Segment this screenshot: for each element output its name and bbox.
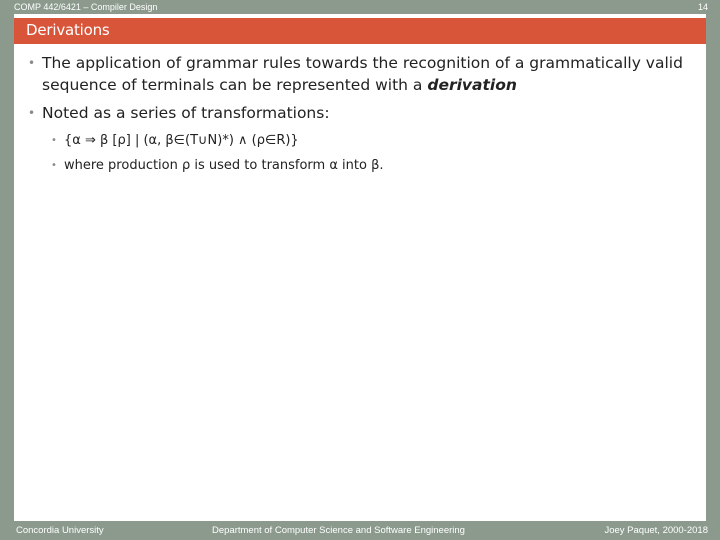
- bullet-dot: •: [28, 106, 36, 120]
- top-bar: [0, 0, 720, 14]
- page-number: 14: [697, 2, 708, 12]
- sub-bullet-text: {α ⇒ β [ρ] | (α, β∈(T∪N)*) ∧ (ρ∈R)}: [64, 133, 299, 148]
- sub-bullet-dot: •: [51, 135, 57, 146]
- sub-bullet-notation: [14, 132, 706, 150]
- footer-department: Department of Computer Science and Software Engineering: [212, 525, 465, 536]
- sub-bullet-dot: •: [51, 160, 57, 171]
- slide-content: [14, 14, 706, 521]
- sub-bullet-explanation: [14, 157, 706, 175]
- bullet-text: Noted as a series of transformations:: [42, 104, 330, 122]
- bullet-text: The application of grammar rules towards the recognition of a grammatically valid sequence of terminals can be represented with a: [42, 54, 683, 94]
- emphasis-term: derivation: [427, 76, 517, 94]
- footer: [0, 521, 720, 540]
- slide-title: Derivations: [26, 21, 110, 39]
- course-title: COMP 442/6421 – Compiler Design: [14, 2, 158, 12]
- bullet-transformations: [14, 102, 706, 124]
- footer-author: Joey Paquet, 2000-2018: [604, 525, 708, 536]
- bullet-dot: •: [28, 56, 36, 70]
- title-bar: [14, 18, 706, 44]
- slide-body: [14, 52, 706, 182]
- sub-bullet-text: where production ρ is used to transform α into β.: [64, 158, 384, 173]
- footer-university: Concordia University: [16, 525, 104, 536]
- bullet-derivation-definition: [14, 52, 706, 96]
